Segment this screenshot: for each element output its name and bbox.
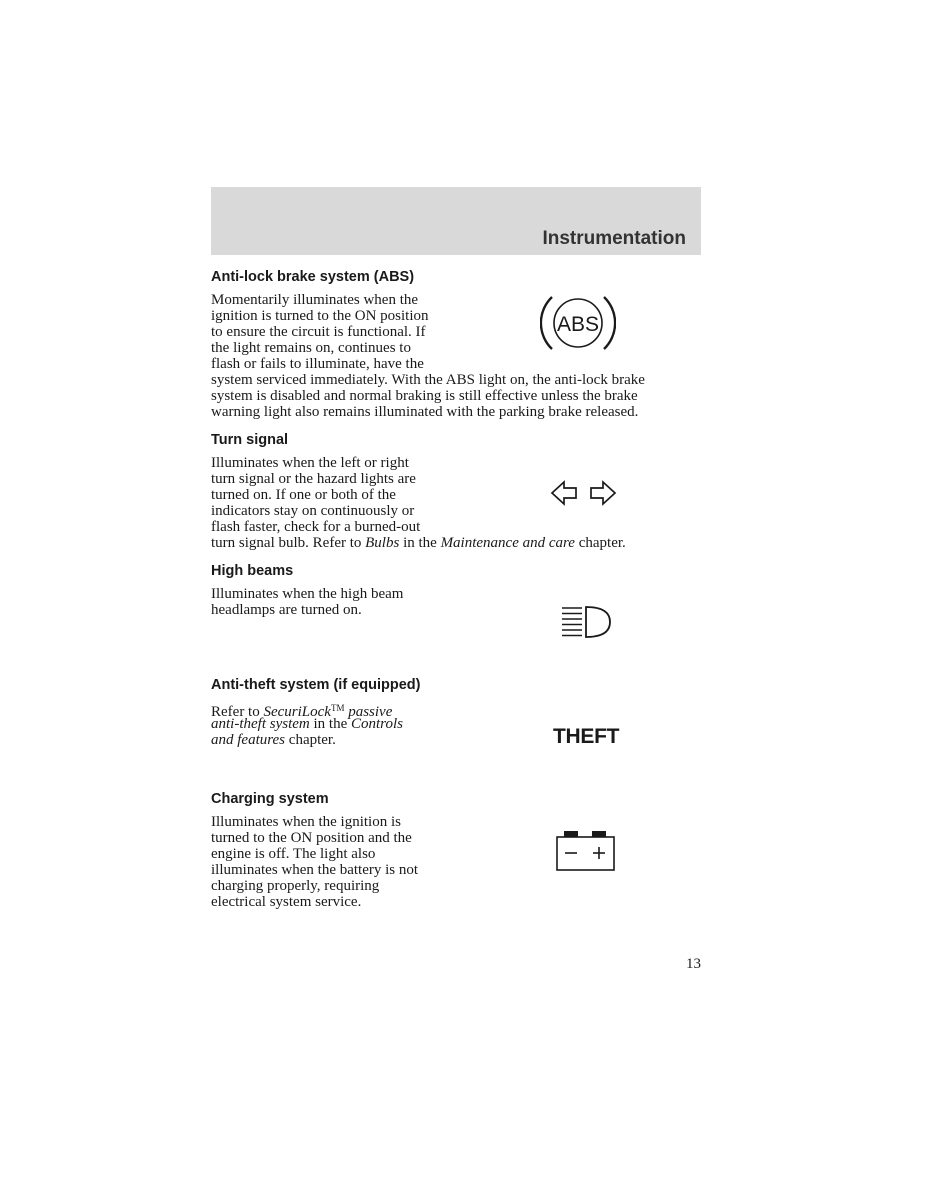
anti-theft-text-line [211, 716, 403, 732]
turn-signal-text-line: indicators stay on continuously or [211, 503, 415, 519]
page-number: 13 [686, 956, 701, 972]
turn-left-arrow-icon [550, 479, 578, 507]
abs-text-line: flash or fails to illuminate, have the [211, 356, 424, 372]
charging-text-line: illuminates when the battery is not [211, 862, 419, 878]
turn-signal-text-line: turned on. If one or both of the [211, 487, 396, 503]
high-beams-text-line: headlamps are turned on. [211, 602, 362, 618]
turn-signal-text-line: flash faster, check for a burned-out [211, 519, 421, 535]
high-beams-text-line: Illuminates when the high beam [211, 586, 404, 602]
turn-signal-text-line: Illuminates when the left or right [211, 455, 409, 471]
charging-text-line: engine is off. The light also [211, 846, 376, 862]
text-span: in the [309, 716, 351, 732]
turn-signal-reference-line [211, 535, 626, 551]
abs-text-line: Momentarily illuminates when the [211, 292, 419, 308]
maintenance-chapter-reference: Maintenance and care [440, 535, 575, 551]
section-title-turn-signal: Turn signal [211, 432, 289, 448]
theft-warning-icon: THEFT [553, 725, 620, 748]
controls-chapter-reference: Controls [350, 716, 403, 732]
section-title-high-beams: High beams [211, 563, 294, 579]
charging-text-line: electrical system service. [211, 894, 362, 910]
anti-theft-system-reference: anti-theft system [211, 716, 310, 732]
charging-text-line: charging properly, requiring [211, 878, 380, 894]
section-title-anti-theft: Anti-theft system (if equipped) [211, 677, 421, 693]
bulbs-reference: Bulbs [365, 535, 400, 551]
text-span: Refer to [211, 704, 264, 720]
text-span: chapter. [574, 535, 626, 551]
abs-text-line: warning light also remains illuminated with the parking brake released. [211, 404, 639, 420]
turn-signal-text-line: turn signal or the hazard lights are [211, 471, 416, 487]
trademark-mark: TM [330, 703, 345, 713]
abs-text-line: the light remains on, continues to [211, 340, 411, 356]
chapter-title: Instrumentation [542, 228, 686, 249]
abs-icon-label: ABS [556, 313, 600, 336]
charging-text-line: Illuminates when the ignition is [211, 814, 401, 830]
high-beam-icon [560, 605, 612, 639]
abs-text-line: system serviced immediately. With the ABS light on, the anti-lock brake [211, 372, 645, 388]
features-chapter-reference: and features [211, 732, 286, 748]
text-span: turn signal bulb. Refer to [211, 535, 366, 551]
text-span: in the [399, 535, 441, 551]
chapter-header-band [211, 187, 701, 255]
securilock-reference: SecuriLock [263, 704, 331, 720]
charging-text-line: turned to the ON position and the [211, 830, 412, 846]
abs-warning-icon [540, 292, 616, 354]
abs-text-line: to ensure the circuit is functional. If [211, 324, 426, 340]
section-title-abs: Anti-lock brake system (ABS) [211, 269, 415, 285]
section-title-charging-system: Charging system [211, 791, 329, 807]
text-span: chapter. [285, 732, 336, 748]
abs-text-line: system is disabled and normal braking is still effective unless the brake [211, 388, 638, 404]
abs-text-line: ignition is turned to the ON position [211, 308, 429, 324]
securilock-reference-cont: passive [344, 704, 393, 720]
battery-icon [555, 829, 617, 873]
anti-theft-text-line [211, 732, 336, 748]
turn-right-arrow-icon [589, 479, 617, 507]
